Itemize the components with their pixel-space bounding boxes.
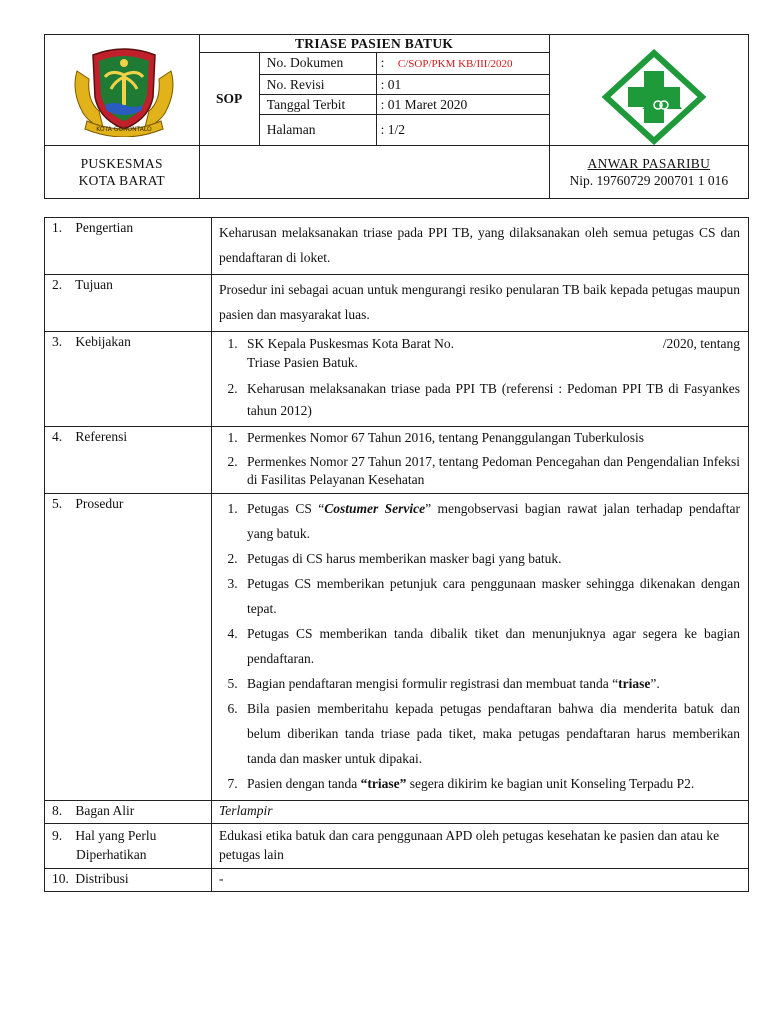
hal-diperhatikan-text: Edukasi etika batuk dan cara penggunaan APD oleh petugas kesehatan ke pasien dan atau ke petugas lain (212, 824, 749, 869)
value-tanggal-terbit: : 01 Maret 2020 (376, 95, 549, 115)
label-no-revisi: No. Revisi (259, 75, 376, 95)
list-item: 2. Petugas di CS harus memberikan masker bagi yang batuk. (241, 546, 740, 571)
gorontalo-crest-icon (69, 41, 179, 137)
referensi-list (212, 427, 749, 494)
svg-text:KOTA GORONTALO: KOTA GORONTALO (96, 126, 152, 133)
sop-content-table (44, 217, 749, 892)
label-halaman: Halaman (259, 115, 376, 146)
sop-label: SOP (199, 53, 259, 146)
list-item: 1. SK Kepala Puskesmas Kota Barat No. /2020, tentang Triase Pasien Batuk. (241, 334, 740, 378)
kebijakan-list (212, 332, 749, 427)
tujuan-text: Prosedur ini sebagai acuan untuk mengurangi resiko penularan TB baik kepada petugas maupun pasien dan masyarakat luas. (212, 275, 749, 332)
value-halaman: : 1/2 (376, 115, 549, 146)
row-pengertian (45, 218, 749, 275)
list-item: 4. Petugas CS memberikan tanda dibalik tiket dan menunjuknya agar segera ke bagian pendaftaran. (241, 621, 740, 671)
left-logo-cell (45, 35, 200, 146)
puskesmas-logo-icon (594, 49, 714, 145)
org-line-2: KOTA BARAT (78, 173, 165, 188)
list-item: 1. Petugas CS “Costumer Service” mengobservasi bagian rawat jalan terhadap pendaftar yang batuk. (241, 496, 740, 546)
section-label: 4. Referensi (45, 427, 212, 494)
label-no-dokumen: No. Dokumen (259, 53, 376, 75)
section-label: 10. Distribusi (45, 869, 212, 892)
section-label: 3. Kebijakan (45, 332, 212, 427)
value-no-revisi: : 01 (376, 75, 549, 95)
list-item: 1. Permenkes Nomor 67 Tahun 2016, tentang Penanggulangan Tuberkulosis (241, 429, 740, 453)
list-item: 7. Pasien dengan tanda “triase” segera dikirim ke bagian unit Konseling Terpadu P2. (241, 771, 740, 796)
row-bagan-alir (45, 801, 749, 824)
row-hal-diperhatikan (45, 824, 749, 869)
label-tanggal-terbit: Tanggal Terbit (259, 95, 376, 115)
row-distribusi (45, 869, 749, 892)
bagan-alir-text: Terlampir (212, 801, 749, 824)
row-prosedur (45, 494, 749, 801)
value-no-dokumen: : C/SOP/PKM KB/III/2020 (376, 53, 549, 75)
signer-name: ANWAR PASARIBU (587, 156, 711, 171)
pengertian-text: Keharusan melaksanakan triase pada PPI TB, yang dilaksanakan oleh semua petugas CS dan pendaftaran di loket. (212, 218, 749, 275)
section-label: 9. Hal yang Perlu Diperhatikan (45, 824, 212, 869)
list-item: 3. Petugas CS memberikan petunjuk cara penggunaan masker sehingga dikenakan dengan tepat. (241, 571, 740, 621)
right-logo-cell (549, 35, 748, 146)
signature-block (549, 146, 748, 199)
list-item: 2. Keharusan melaksanakan triase pada PPI TB (referensi : Pedoman PPI TB di Fasyankes tahun 2012) (241, 378, 740, 422)
row-tujuan (45, 275, 749, 332)
row-kebijakan (45, 332, 749, 427)
list-item: 6. Bila pasien memberitahu kepada petugas pendaftaran bahwa dia menderita batuk dan belum diberikan tanda triase pada tiket, maka petugas pendaftaran harus memberikan tanda dan masker untuk dipakai. (241, 696, 740, 771)
list-item: 2. Permenkes Nomor 27 Tahun 2017, tentang Pedoman Pencegahan dan Pengendalian Infeksi di Fasilitas Pelayanan Kesehatan (241, 453, 740, 489)
org-line-1: PUSKESMAS (80, 156, 163, 171)
document-title: TRIASE PASIEN BATUK (199, 35, 549, 53)
blank-cell (199, 146, 549, 199)
section-label: 2. Tujuan (45, 275, 212, 332)
list-item: 5. Bagian pendaftaran mengisi formulir registrasi dan membuat tanda “triase”. (241, 671, 740, 696)
sop-header-table (44, 34, 749, 199)
signer-nip: Nip. 19760729 200701 1 016 (569, 173, 729, 188)
section-label: 5. Prosedur (45, 494, 212, 801)
section-label: 8. Bagan Alir (45, 801, 212, 824)
prosedur-list (212, 494, 749, 801)
distribusi-text: - (212, 869, 749, 892)
organization-name (45, 146, 200, 199)
row-referensi (45, 427, 749, 494)
section-label: 1. Pengertian (45, 218, 212, 275)
